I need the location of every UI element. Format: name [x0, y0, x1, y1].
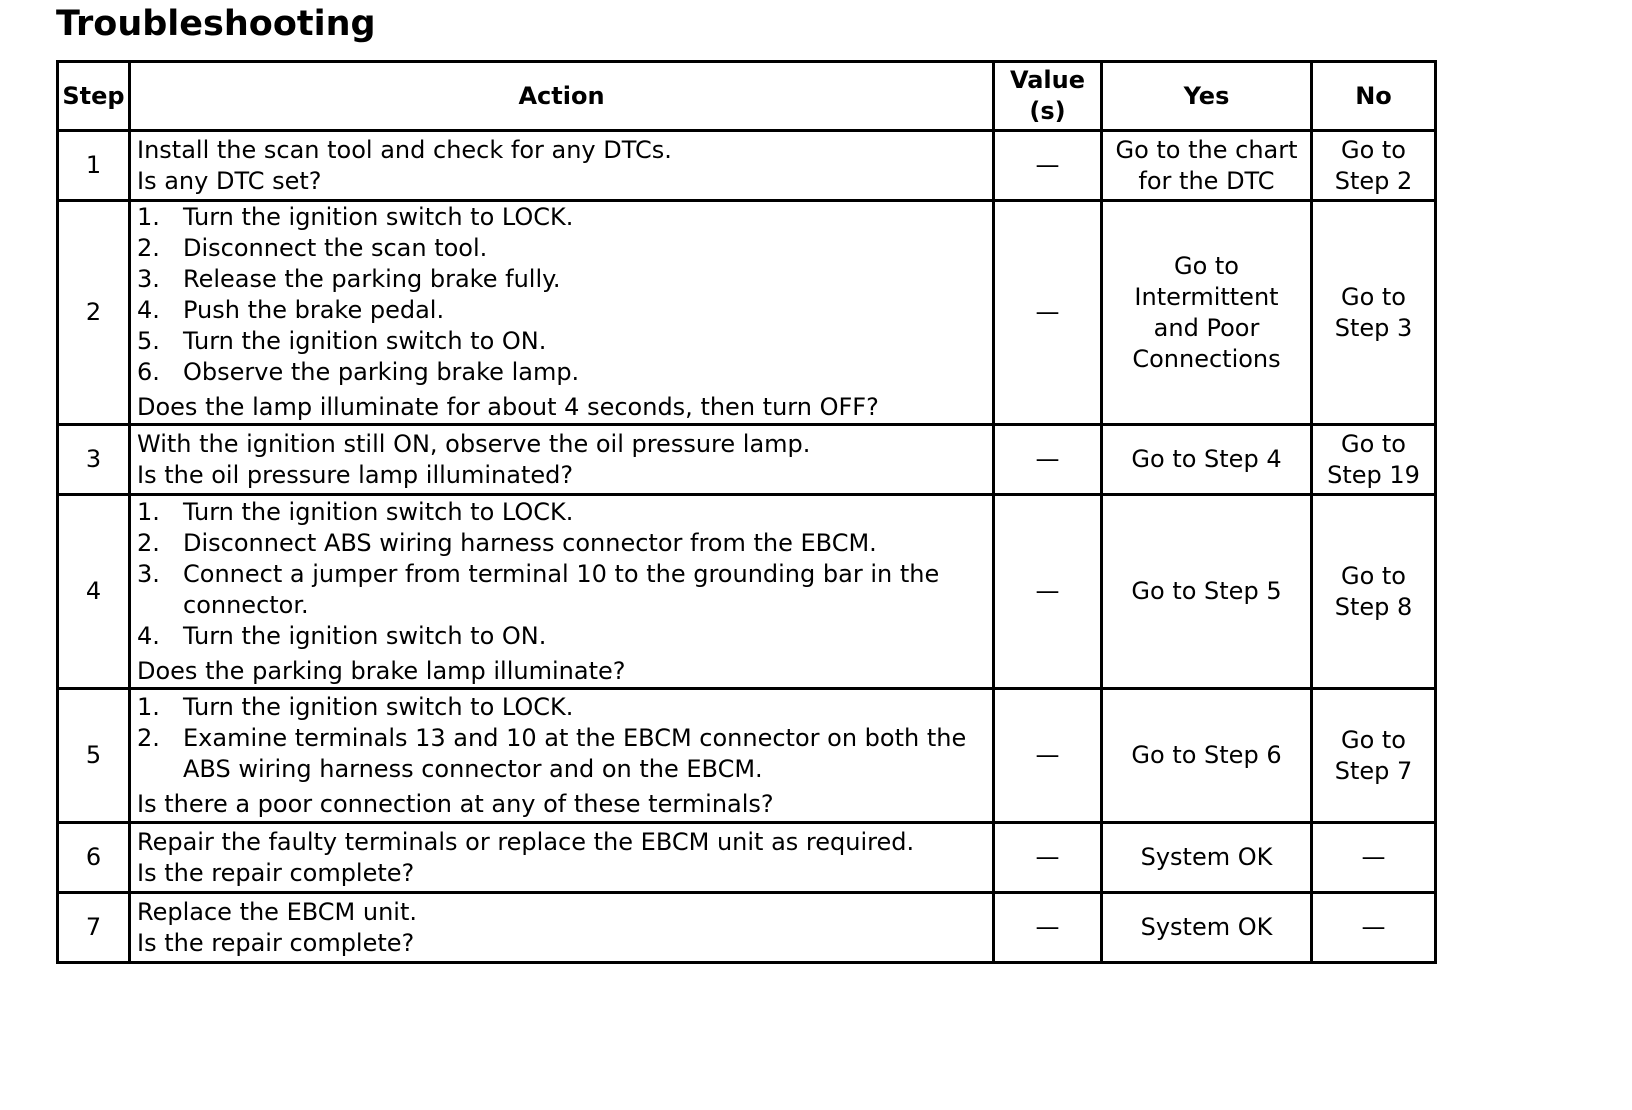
- table-row: [58, 823, 1436, 893]
- action-cell: [130, 201, 994, 425]
- yes-cell: Go to Step 5: [1102, 495, 1312, 689]
- procedure-list: [137, 202, 986, 388]
- action-line: Install the scan tool and check for any DTCs.: [137, 135, 672, 164]
- value-cell: —: [994, 495, 1102, 689]
- no-cell: Go to Step 2: [1312, 131, 1436, 201]
- procedure-step: 1. Turn the ignition switch to LOCK.: [137, 497, 574, 526]
- header-value: Value (s): [994, 62, 1102, 131]
- value-cell: —: [994, 201, 1102, 425]
- step-number: 7: [58, 893, 130, 963]
- page-title: Troubleshooting: [56, 4, 376, 44]
- no-cell: Go to Step 3: [1312, 201, 1436, 425]
- no-cell: —: [1312, 823, 1436, 893]
- value-cell: —: [994, 131, 1102, 201]
- yes-cell: System OK: [1102, 823, 1312, 893]
- action-cell: [130, 823, 994, 893]
- action-cell: [130, 495, 994, 689]
- table-row: [58, 425, 1436, 495]
- yes-cell: Go to Intermittent and Poor Connections: [1102, 201, 1312, 425]
- table-row: [58, 201, 1436, 425]
- procedure-step: 4. Push the brake pedal.: [137, 296, 445, 324]
- procedure-step: 4. Turn the ignition switch to ON.: [137, 621, 547, 650]
- action-question: Is the repair complete?: [137, 858, 415, 887]
- step-number: 4: [58, 495, 130, 689]
- procedure-step: 5. Turn the ignition switch to ON.: [137, 327, 547, 355]
- procedure-step: 1. Turn the ignition switch to LOCK.: [137, 203, 574, 231]
- table-row: [58, 131, 1436, 201]
- table-row: [58, 689, 1436, 823]
- no-cell: Go to Step 8: [1312, 495, 1436, 689]
- procedure-step: 3. Connect a jumper from terminal 10 to the grounding bar in the connector.: [137, 559, 940, 619]
- no-cell: Go to Step 7: [1312, 689, 1436, 823]
- action-cell: [130, 131, 994, 201]
- yes-cell: Go to Step 4: [1102, 425, 1312, 495]
- procedure-step: 1. Turn the ignition switch to LOCK.: [137, 692, 574, 721]
- value-cell: —: [994, 425, 1102, 495]
- header-step: Step: [58, 62, 130, 131]
- action-question: Is there a poor connection at any of these terminals?: [137, 789, 774, 818]
- table-row: [58, 495, 1436, 689]
- value-cell: —: [994, 893, 1102, 963]
- yes-cell: Go to the chart for the DTC: [1102, 131, 1312, 201]
- action-cell: [130, 425, 994, 495]
- troubleshooting-table: [56, 60, 1437, 964]
- action-question: Does the lamp illuminate for about 4 seconds, then turn OFF?: [137, 393, 879, 421]
- procedure-step: 2. Disconnect the scan tool.: [137, 234, 488, 262]
- header-row: [58, 62, 1436, 131]
- value-cell: —: [994, 823, 1102, 893]
- step-number: 5: [58, 689, 130, 823]
- action-line: Repair the faulty terminals or replace the EBCM unit as required.: [137, 827, 915, 856]
- no-cell: —: [1312, 893, 1436, 963]
- step-number: 1: [58, 131, 130, 201]
- procedure-step: 6. Observe the parking brake lamp.: [137, 358, 580, 386]
- table-row: [58, 893, 1436, 963]
- step-number: 6: [58, 823, 130, 893]
- action-question: Is the repair complete?: [137, 928, 415, 957]
- action-line: Replace the EBCM unit.: [137, 897, 418, 926]
- action-cell: [130, 689, 994, 823]
- action-cell: [130, 893, 994, 963]
- header-action: Action: [130, 62, 994, 131]
- procedure-step: 2. Examine terminals 13 and 10 at the EBCM connector on both the ABS wiring harness connector and on the EBCM.: [137, 723, 967, 783]
- header-no: No: [1312, 62, 1436, 131]
- procedure-step: 3. Release the parking brake fully.: [137, 265, 561, 293]
- header-yes: Yes: [1102, 62, 1312, 131]
- yes-cell: Go to Step 6: [1102, 689, 1312, 823]
- step-number: 2: [58, 201, 130, 425]
- step-number: 3: [58, 425, 130, 495]
- procedure-list: [137, 692, 986, 785]
- action-line: With the ignition still ON, observe the oil pressure lamp.: [137, 429, 811, 458]
- yes-cell: System OK: [1102, 893, 1312, 963]
- action-question: Is the oil pressure lamp illuminated?: [137, 460, 574, 489]
- procedure-list: [137, 497, 986, 652]
- procedure-step: 2. Disconnect ABS wiring harness connector from the EBCM.: [137, 528, 877, 557]
- no-cell: Go to Step 19: [1312, 425, 1436, 495]
- action-question: Is any DTC set?: [137, 166, 322, 195]
- action-question: Does the parking brake lamp illuminate?: [137, 656, 626, 685]
- value-cell: —: [994, 689, 1102, 823]
